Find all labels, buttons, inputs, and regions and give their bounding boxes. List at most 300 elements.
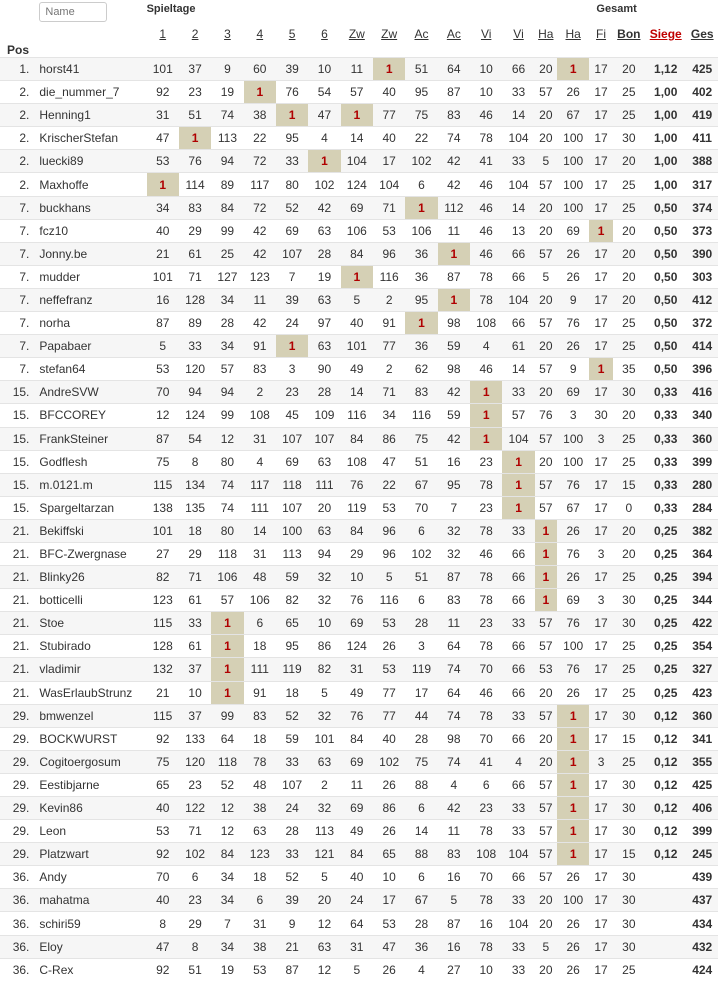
matchday-win-cell: 1 bbox=[557, 704, 589, 727]
player-name: C-Rex bbox=[39, 962, 74, 977]
matchday-rank-cell: 6 bbox=[418, 523, 425, 538]
matchday-rank-cell: 7 bbox=[288, 269, 296, 284]
total-cell: 399 bbox=[692, 454, 713, 469]
matchday-rank-cell: 87 bbox=[447, 570, 461, 585]
matchday-rank-cell: 78 bbox=[479, 639, 493, 654]
matchday-rank-cell: 5 bbox=[542, 269, 550, 284]
table-row[interactable] bbox=[0, 820, 718, 843]
matchday-rank-cell: 70 bbox=[479, 870, 493, 885]
matchday-rank-cell: 78 bbox=[479, 593, 493, 608]
matchday-rank-cell: 111 bbox=[250, 500, 269, 515]
matchday-rank-cell: 57 bbox=[220, 362, 235, 377]
matchday-rank-cell: 10 bbox=[188, 685, 202, 700]
matchday-rank-cell: 42 bbox=[253, 316, 267, 331]
matchday-rank-cell: 53 bbox=[382, 223, 396, 238]
matchday-rank-cell: 22 bbox=[382, 477, 396, 492]
spieltage-group-label: Spieltage bbox=[146, 3, 196, 15]
matchday-rank-cell: 51 bbox=[414, 62, 429, 77]
player-name: Henning1 bbox=[39, 108, 91, 123]
matchday-rank-cell: 123 bbox=[249, 269, 270, 284]
matchday-rank-cell: 83 bbox=[447, 108, 461, 123]
matchday-rank-cell: 75 bbox=[414, 431, 429, 446]
matchday-rank-cell: 16 bbox=[447, 870, 461, 885]
total-cell: 245 bbox=[692, 847, 713, 862]
matchday-rank-cell: 46 bbox=[479, 177, 493, 192]
matchday-win-cell: 1 bbox=[557, 797, 589, 820]
column-header[interactable]: Ac bbox=[414, 27, 429, 41]
column-header[interactable]: Vi bbox=[513, 27, 524, 41]
matchday-rank-cell: 2 bbox=[385, 292, 393, 307]
matchday-rank-cell: 114 bbox=[185, 177, 205, 192]
matchday-rank-cell: 11 bbox=[447, 824, 461, 839]
matchday-rank-cell: 88 bbox=[414, 847, 429, 862]
matchday-rank-cell: 78 bbox=[479, 824, 493, 839]
bonus-cell: 25 bbox=[622, 662, 636, 677]
matchday-rank-cell: 17 bbox=[594, 916, 608, 931]
total-cell: 355 bbox=[692, 754, 713, 769]
player-name: BFCCOREY bbox=[39, 408, 107, 423]
matchday-rank-cell: 14 bbox=[350, 385, 364, 400]
matchday-rank-cell: 57 bbox=[220, 593, 235, 608]
matchday-rank-cell: 96 bbox=[382, 523, 396, 538]
matchday-rank-cell: 18 bbox=[253, 639, 267, 654]
matchday-rank-cell: 26 bbox=[566, 246, 580, 261]
matchday-rank-cell: 23 bbox=[188, 85, 202, 100]
matchday-rank-cell: 9 bbox=[569, 292, 577, 307]
table-row[interactable] bbox=[0, 173, 718, 196]
wins-cell bbox=[645, 935, 686, 958]
wins-cell: 1,00 bbox=[654, 108, 678, 123]
matchday-rank-cell: 96 bbox=[382, 246, 396, 261]
matchday-rank-cell: 12 bbox=[220, 801, 235, 816]
matchday-rank-cell: 26 bbox=[382, 639, 396, 654]
table-row[interactable] bbox=[0, 612, 718, 635]
table-row[interactable] bbox=[0, 958, 718, 981]
table-row[interactable] bbox=[0, 450, 718, 473]
matchday-rank-cell: 42 bbox=[447, 431, 461, 446]
table-row[interactable] bbox=[0, 335, 718, 358]
table-row[interactable] bbox=[0, 935, 718, 958]
table-row[interactable] bbox=[0, 312, 718, 335]
table-row[interactable] bbox=[0, 288, 718, 311]
table-row[interactable] bbox=[0, 566, 718, 589]
matchday-rank-cell: 20 bbox=[539, 62, 553, 77]
matchday-rank-cell: 63 bbox=[317, 292, 332, 307]
name-filter-input[interactable] bbox=[39, 2, 107, 22]
matchday-rank-cell: 8 bbox=[159, 916, 167, 931]
bonus-cell: 30 bbox=[622, 939, 636, 954]
matchday-rank-cell: 19 bbox=[220, 962, 235, 977]
matchday-rank-cell: 28 bbox=[414, 731, 429, 746]
table-row[interactable] bbox=[0, 866, 718, 889]
matchday-rank-cell: 57 bbox=[539, 708, 553, 723]
bonus-cell: 30 bbox=[622, 131, 636, 146]
matchday-rank-cell: 66 bbox=[511, 62, 526, 77]
matchday-rank-cell: 31 bbox=[350, 662, 364, 677]
player-name: neffefranz bbox=[39, 292, 93, 307]
matchday-rank-cell: 94 bbox=[188, 385, 202, 400]
matchday-rank-cell: 71 bbox=[188, 824, 202, 839]
matchday-rank-cell: 124 bbox=[185, 408, 206, 423]
table-row[interactable] bbox=[0, 473, 718, 496]
matchday-rank-cell: 66 bbox=[511, 269, 526, 284]
matchday-rank-cell: 101 bbox=[152, 523, 173, 538]
bonus-cell: 30 bbox=[622, 777, 636, 792]
table-row[interactable] bbox=[0, 635, 718, 658]
total-cell: 402 bbox=[692, 85, 713, 100]
bon-header[interactable]: Bon bbox=[617, 27, 641, 41]
matchday-rank-cell: 78 bbox=[479, 131, 493, 146]
matchday-rank-cell: 74 bbox=[447, 708, 461, 723]
matchday-rank-cell: 11 bbox=[253, 292, 267, 307]
player-name: Stubirado bbox=[39, 639, 91, 654]
matchday-rank-cell: 100 bbox=[563, 454, 584, 469]
table-row[interactable] bbox=[0, 58, 718, 81]
table-row[interactable] bbox=[0, 542, 718, 565]
player-name: Godflesh bbox=[39, 454, 88, 469]
column-header[interactable]: Ac bbox=[446, 27, 461, 41]
rank-cell: 1. bbox=[19, 62, 30, 77]
matchday-rank-cell: 66 bbox=[511, 777, 526, 792]
matchday-rank-cell: 57 bbox=[539, 616, 553, 631]
matchday-rank-cell: 33 bbox=[511, 85, 526, 100]
wins-cell: 0,25 bbox=[654, 616, 678, 631]
total-cell: 439 bbox=[692, 870, 713, 885]
column-header[interactable]: 3 bbox=[224, 27, 231, 41]
matchday-rank-cell: 107 bbox=[282, 777, 303, 792]
matchday-rank-cell: 16 bbox=[156, 292, 170, 307]
matchday-rank-cell: 34 bbox=[156, 200, 170, 215]
wins-cell: 0,12 bbox=[654, 824, 678, 839]
matchday-win-cell: 1 bbox=[244, 81, 276, 104]
player-name: Cogitoergosum bbox=[39, 754, 121, 769]
table-row[interactable] bbox=[0, 589, 718, 612]
table-row[interactable] bbox=[0, 519, 718, 542]
matchday-rank-cell: 99 bbox=[220, 708, 235, 723]
column-header[interactable]: 5 bbox=[288, 27, 296, 41]
matchday-rank-cell: 47 bbox=[382, 454, 396, 469]
wins-cell bbox=[645, 912, 686, 935]
column-header[interactable]: Vi bbox=[480, 27, 492, 41]
matchday-rank-cell: 34 bbox=[220, 339, 235, 354]
table-row[interactable] bbox=[0, 265, 718, 288]
matchday-rank-cell: 41 bbox=[479, 154, 493, 169]
matchday-rank-cell: 20 bbox=[539, 108, 553, 123]
player-name: Jonny.be bbox=[39, 246, 88, 261]
matchday-win-cell: 1 bbox=[589, 358, 612, 381]
wins-cell: 1,00 bbox=[654, 177, 678, 192]
matchday-rank-cell: 10 bbox=[479, 85, 493, 100]
matchday-rank-cell: 8 bbox=[191, 454, 199, 469]
matchday-rank-cell: 17 bbox=[594, 292, 608, 307]
matchday-win-cell: 1 bbox=[535, 589, 557, 612]
column-header[interactable]: Zw bbox=[381, 27, 398, 41]
matchday-rank-cell: 37 bbox=[188, 62, 202, 77]
matchday-win-cell: 1 bbox=[535, 542, 557, 565]
table-row[interactable] bbox=[0, 773, 718, 796]
table-row[interactable] bbox=[0, 912, 718, 935]
matchday-rank-cell: 23 bbox=[479, 454, 493, 469]
matchday-rank-cell: 8 bbox=[191, 939, 199, 954]
matchday-rank-cell: 66 bbox=[511, 246, 526, 261]
rank-cell: 15. bbox=[12, 408, 30, 423]
table-row[interactable] bbox=[0, 843, 718, 866]
bonus-cell: 15 bbox=[622, 847, 636, 862]
matchday-rank-cell: 100 bbox=[563, 131, 584, 146]
matchday-rank-cell: 47 bbox=[317, 108, 332, 123]
matchday-rank-cell: 17 bbox=[594, 685, 608, 700]
matchday-rank-cell: 45 bbox=[285, 408, 299, 423]
total-cell: 354 bbox=[692, 639, 713, 654]
player-name: schiri59 bbox=[39, 916, 81, 931]
table-row[interactable] bbox=[0, 681, 718, 704]
matchday-rank-cell: 46 bbox=[479, 246, 493, 261]
matchday-rank-cell: 40 bbox=[382, 131, 396, 146]
matchday-rank-cell: 69 bbox=[350, 754, 364, 769]
bonus-cell: 30 bbox=[622, 708, 636, 723]
matchday-rank-cell: 63 bbox=[317, 454, 332, 469]
matchday-rank-cell: 106 bbox=[217, 570, 238, 585]
matchday-rank-cell: 76 bbox=[566, 316, 580, 331]
matchday-rank-cell: 26 bbox=[566, 939, 580, 954]
matchday-rank-cell: 17 bbox=[594, 824, 608, 839]
column-header[interactable]: 2 bbox=[191, 27, 199, 41]
matchday-rank-cell: 17 bbox=[594, 939, 608, 954]
column-header[interactable]: Fi bbox=[596, 27, 607, 41]
matchday-rank-cell: 87 bbox=[285, 962, 299, 977]
table-row[interactable] bbox=[0, 658, 718, 681]
matchday-rank-cell: 96 bbox=[382, 547, 396, 562]
ges-header[interactable]: Ges bbox=[690, 27, 714, 41]
matchday-rank-cell: 27 bbox=[447, 962, 461, 977]
matchday-rank-cell: 17 bbox=[594, 662, 608, 677]
rank-cell: 29. bbox=[12, 708, 30, 723]
matchday-rank-cell: 46 bbox=[479, 685, 493, 700]
matchday-rank-cell: 101 bbox=[152, 269, 173, 284]
matchday-rank-cell: 97 bbox=[317, 316, 332, 331]
matchday-rank-cell: 33 bbox=[285, 754, 299, 769]
table-row[interactable] bbox=[0, 381, 718, 404]
matchday-rank-cell: 46 bbox=[479, 362, 493, 377]
matchday-rank-cell: 36 bbox=[414, 269, 429, 284]
siege-header[interactable]: Siege bbox=[649, 27, 682, 41]
matchday-rank-cell: 104 bbox=[508, 431, 529, 446]
table-row[interactable] bbox=[0, 496, 718, 519]
player-name: Stoe bbox=[39, 616, 65, 631]
matchday-rank-cell: 17 bbox=[594, 269, 608, 284]
player-name: Kevin86 bbox=[39, 801, 83, 816]
bonus-cell: 20 bbox=[622, 269, 636, 284]
total-cell: 394 bbox=[692, 570, 713, 585]
matchday-rank-cell: 57 bbox=[539, 824, 553, 839]
matchday-win-cell: 1 bbox=[557, 750, 589, 773]
matchday-rank-cell: 27 bbox=[156, 547, 170, 562]
table-row[interactable] bbox=[0, 889, 718, 912]
matchday-rank-cell: 29 bbox=[188, 916, 202, 931]
column-header[interactable]: Zw bbox=[348, 27, 365, 41]
column-header[interactable]: 4 bbox=[256, 27, 264, 41]
table-row[interactable] bbox=[0, 127, 718, 150]
matchday-rank-cell: 124 bbox=[346, 177, 367, 192]
matchday-rank-cell: 61 bbox=[188, 639, 202, 654]
matchday-rank-cell: 47 bbox=[382, 939, 396, 954]
matchday-rank-cell: 26 bbox=[566, 916, 580, 931]
matchday-rank-cell: 51 bbox=[188, 108, 202, 123]
matchday-rank-cell: 17 bbox=[594, 154, 608, 169]
matchday-rank-cell: 5 bbox=[321, 685, 328, 700]
matchday-rank-cell: 115 bbox=[153, 708, 173, 723]
matchday-rank-cell: 75 bbox=[414, 108, 429, 123]
matchday-rank-cell: 38 bbox=[253, 801, 267, 816]
matchday-rank-cell: 20 bbox=[539, 754, 553, 769]
matchday-rank-cell: 17 bbox=[594, 962, 608, 977]
matchday-rank-cell: 49 bbox=[350, 824, 364, 839]
column-header[interactable]: 6 bbox=[321, 27, 328, 41]
matchday-rank-cell: 26 bbox=[382, 962, 396, 977]
matchday-rank-cell: 20 bbox=[539, 962, 553, 977]
wins-cell: 0,33 bbox=[654, 385, 678, 400]
rank-cell: 7. bbox=[19, 269, 30, 284]
matchday-rank-cell: 94 bbox=[220, 385, 235, 400]
matchday-rank-cell: 52 bbox=[220, 777, 235, 792]
matchday-win-cell: 1 bbox=[405, 312, 437, 335]
matchday-rank-cell: 3 bbox=[597, 754, 605, 769]
matchday-rank-cell: 11 bbox=[350, 777, 364, 792]
wins-cell: 0,25 bbox=[654, 662, 678, 677]
bonus-cell: 20 bbox=[622, 246, 636, 261]
matchday-rank-cell: 5 bbox=[385, 570, 393, 585]
matchday-rank-cell: 20 bbox=[539, 916, 553, 931]
matchday-win-cell: 1 bbox=[341, 265, 373, 288]
matchday-rank-cell: 76 bbox=[566, 547, 580, 562]
matchday-rank-cell: 98 bbox=[447, 316, 461, 331]
matchday-rank-cell: 74 bbox=[220, 500, 235, 515]
table-row[interactable] bbox=[0, 404, 718, 427]
table-row[interactable] bbox=[0, 81, 718, 104]
matchday-rank-cell: 54 bbox=[188, 431, 202, 446]
matchday-rank-cell: 115 bbox=[153, 477, 173, 492]
wins-cell: 0,50 bbox=[654, 269, 678, 284]
table-row[interactable] bbox=[0, 358, 718, 381]
matchday-rank-cell: 17 bbox=[594, 108, 608, 123]
table-row[interactable] bbox=[0, 242, 718, 265]
matchday-rank-cell: 33 bbox=[511, 939, 526, 954]
matchday-rank-cell: 17 bbox=[594, 801, 608, 816]
pos-header[interactable]: Pos bbox=[7, 43, 30, 57]
matchday-rank-cell: 104 bbox=[379, 177, 400, 192]
table-row[interactable] bbox=[0, 196, 718, 219]
player-name: die_nummer_7 bbox=[39, 85, 120, 100]
player-name: fcz10 bbox=[39, 223, 69, 238]
matchday-rank-cell: 59 bbox=[285, 731, 299, 746]
matchday-rank-cell: 17 bbox=[594, 708, 608, 723]
player-name: norha bbox=[39, 316, 71, 331]
total-cell: 396 bbox=[692, 362, 713, 377]
matchday-win-cell: 1 bbox=[557, 727, 589, 750]
matchday-rank-cell: 83 bbox=[447, 847, 461, 862]
matchday-rank-cell: 17 bbox=[594, 500, 608, 515]
table-row[interactable] bbox=[0, 797, 718, 820]
table-row[interactable] bbox=[0, 427, 718, 450]
matchday-rank-cell: 63 bbox=[253, 824, 267, 839]
table-row[interactable] bbox=[0, 104, 718, 127]
matchday-rank-cell: 33 bbox=[511, 616, 526, 631]
matchday-rank-cell: 78 bbox=[253, 754, 267, 769]
bonus-cell: 15 bbox=[622, 477, 636, 492]
matchday-rank-cell: 113 bbox=[217, 131, 237, 146]
matchday-rank-cell: 42 bbox=[447, 154, 461, 169]
matchday-rank-cell: 102 bbox=[411, 547, 432, 562]
table-row[interactable] bbox=[0, 727, 718, 750]
bonus-cell: 25 bbox=[622, 454, 636, 469]
matchday-rank-cell: 10 bbox=[382, 870, 396, 885]
matchday-rank-cell: 80 bbox=[220, 523, 235, 538]
matchday-rank-cell: 75 bbox=[156, 454, 170, 469]
matchday-win-cell: 1 bbox=[147, 173, 179, 196]
matchday-rank-cell: 109 bbox=[314, 408, 335, 423]
table-row[interactable] bbox=[0, 704, 718, 727]
matchday-rank-cell: 13 bbox=[511, 223, 526, 238]
matchday-rank-cell: 46 bbox=[479, 547, 493, 562]
matchday-rank-cell: 123 bbox=[152, 593, 173, 608]
matchday-rank-cell: 111 bbox=[315, 477, 334, 492]
matchday-rank-cell: 118 bbox=[217, 547, 237, 562]
matchday-rank-cell: 18 bbox=[285, 685, 299, 700]
matchday-rank-cell: 20 bbox=[539, 292, 553, 307]
rank-cell: 7. bbox=[19, 200, 30, 215]
matchday-rank-cell: 28 bbox=[317, 246, 332, 261]
matchday-rank-cell: 17 bbox=[382, 154, 396, 169]
matchday-rank-cell: 92 bbox=[156, 85, 170, 100]
wins-cell: 0,12 bbox=[654, 777, 678, 792]
matchday-rank-cell: 116 bbox=[379, 269, 399, 284]
matchday-rank-cell: 53 bbox=[382, 662, 396, 677]
matchday-rank-cell: 69 bbox=[285, 454, 299, 469]
wins-cell: 0,50 bbox=[654, 200, 678, 215]
matchday-rank-cell: 134 bbox=[185, 477, 206, 492]
total-cell: 412 bbox=[692, 292, 713, 307]
matchday-win-cell: 1 bbox=[470, 404, 502, 427]
column-header[interactable]: Ha bbox=[565, 27, 581, 41]
bonus-cell: 25 bbox=[622, 339, 636, 354]
matchday-rank-cell: 57 bbox=[511, 408, 526, 423]
matchday-rank-cell: 76 bbox=[285, 85, 299, 100]
matchday-rank-cell: 100 bbox=[563, 431, 584, 446]
matchday-rank-cell: 14 bbox=[253, 523, 267, 538]
matchday-rank-cell: 33 bbox=[285, 154, 299, 169]
table-row[interactable] bbox=[0, 219, 718, 242]
column-header[interactable]: 1 bbox=[159, 27, 167, 41]
total-cell: 388 bbox=[692, 154, 713, 169]
matchday-rank-cell: 101 bbox=[314, 731, 335, 746]
matchday-rank-cell: 42 bbox=[447, 177, 461, 192]
matchday-rank-cell: 33 bbox=[285, 847, 299, 862]
table-row[interactable] bbox=[0, 750, 718, 773]
matchday-rank-cell: 31 bbox=[253, 916, 267, 931]
matchday-rank-cell: 10 bbox=[350, 570, 364, 585]
matchday-rank-cell: 21 bbox=[156, 685, 170, 700]
matchday-rank-cell: 22 bbox=[253, 131, 267, 146]
wins-cell: 0,50 bbox=[654, 292, 678, 307]
table-row[interactable] bbox=[0, 150, 718, 173]
matchday-rank-cell: 17 bbox=[594, 200, 608, 215]
player-name: AndreSVW bbox=[39, 385, 99, 400]
matchday-rank-cell: 29 bbox=[188, 547, 202, 562]
player-name: horst41 bbox=[39, 62, 80, 77]
column-header[interactable]: Ha bbox=[538, 27, 554, 41]
matchday-rank-cell: 84 bbox=[350, 431, 364, 446]
bonus-cell: 25 bbox=[622, 177, 636, 192]
